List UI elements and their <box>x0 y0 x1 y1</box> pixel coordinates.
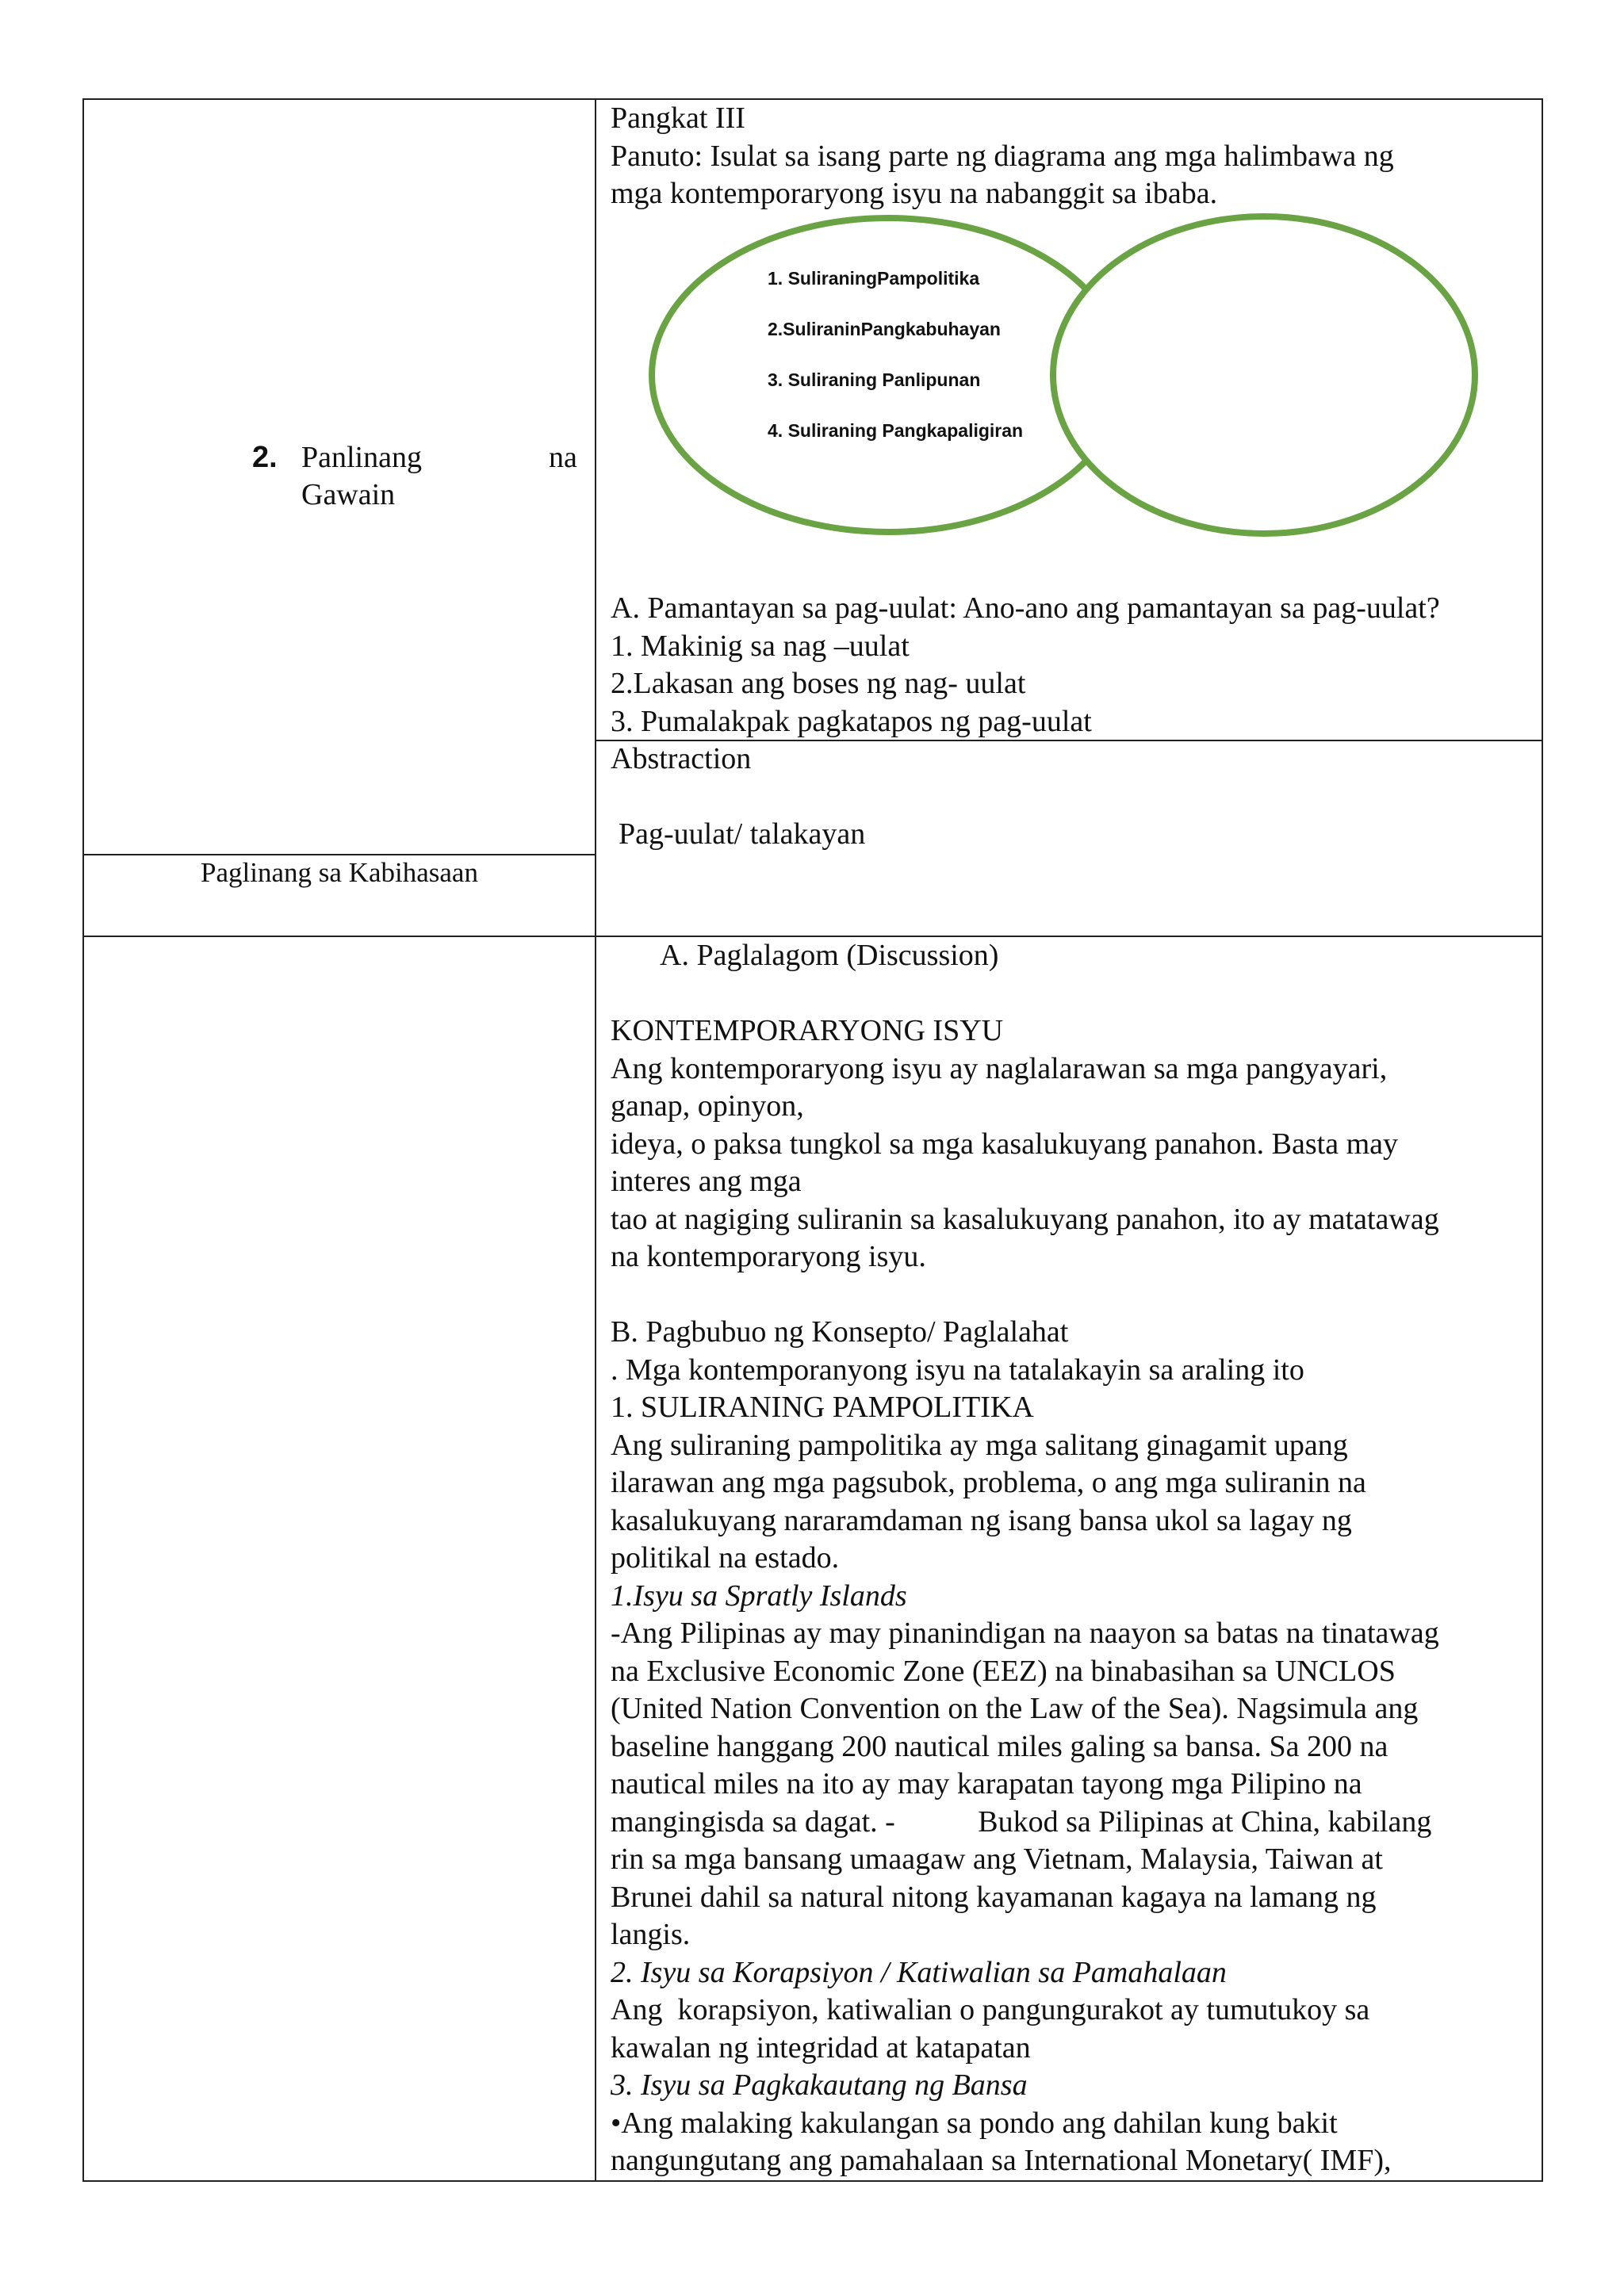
standard-item: 2.Lakasan ang boses ng nag- uulat <box>611 667 1026 700</box>
definition-line: tao at nagiging suliranin sa kasalukuyang panahon, ito ay matatawag <box>611 1202 1439 1236</box>
issue-1-line: mangingisda sa dagat. - Bukod sa Pilipinas at China, kabilang <box>611 1804 1432 1839</box>
spacer <box>611 975 1530 1013</box>
issue-1-line: na Exclusive Economic Zone (EEZ) na binabasihan sa UNCLOS <box>611 1654 1396 1688</box>
issue-1-line: Brunei dahil sa natural nitong kayamanan kagaya na lamang ng <box>611 1880 1377 1914</box>
issue-1-title: 1.Isyu sa Spratly Islands <box>611 1578 907 1613</box>
section-label-word-3: Gawain <box>301 478 396 511</box>
definition-line: ideya, o paksa tungkol sa mga kasalukuyang panahon. Basta may <box>611 1127 1399 1161</box>
abstraction-body: Pag-uulat/ talakayan <box>619 817 866 851</box>
table-border-left <box>82 98 84 2182</box>
standards-block <box>611 590 1530 740</box>
definition-line: ganap, opinyon, <box>611 1089 804 1123</box>
abstraction-cell <box>611 740 1530 854</box>
discussion-cell <box>611 937 1530 2180</box>
issue-2-line: Ang korapsiyon, katiwalian o pangungurakot ay tumutukoy sa <box>611 1993 1370 2026</box>
issue-1-line: rin sa mga bansang umaagaw ang Vietnam, Malaysia, Taiwan at <box>611 1843 1383 1876</box>
venn-item-1: 1. SuliraningPampolitika <box>768 268 980 289</box>
discussion-heading: A. Paglalagom (Discussion) <box>660 939 999 972</box>
section-b-intro: . Mga kontemporanyong isyu na tatalakayin sa araling ito <box>611 1353 1304 1387</box>
issue-1-line: -Ang Pilipinas ay may pinanindigan na naayon sa batas na tinatawag <box>611 1617 1439 1650</box>
table-border-bottom <box>82 2180 1543 2182</box>
standard-item: 1. Makinig sa nag –uulat <box>611 629 910 663</box>
discussion-topic: KONTEMPORARYONG ISYU <box>611 1014 1004 1047</box>
section-label-word-1: Panlinang <box>301 441 422 474</box>
standards-title: A. Pamantayan sa pag-uulat: Ano-ano ang pamantayan sa pag-uulat? <box>611 591 1440 625</box>
issue-1-line: nautical miles na ito ay may karapatan tayong mga Pilipino na <box>611 1767 1362 1800</box>
table-column-divider <box>595 98 596 2182</box>
definition-line: interes ang mga <box>611 1165 802 1198</box>
venn-item-4: 4. Suliraning Pangkapaligiran <box>768 420 1024 441</box>
venn-item-3: 3. Suliraning Panlipunan <box>768 369 981 390</box>
issue-1-line: langis. <box>611 1918 691 1951</box>
section-label-word-2: na <box>549 441 577 474</box>
left-sub-label: Paglinang sa Kabihasaan <box>201 857 478 888</box>
spacer <box>611 1276 1530 1314</box>
subsection-1-line: politikal na estado. <box>611 1541 840 1575</box>
issue-3-title: 3. Isyu sa Pagkakautang ng Bansa <box>611 2068 1028 2102</box>
issue-3-line: nangungutang ang pamahalaan sa International Monetary( IMF), <box>611 2144 1392 2177</box>
instruction-line-2: mga kontemporaryong isyu na nabanggit sa ibaba. <box>611 177 1218 210</box>
spacer <box>611 779 1530 817</box>
definition-line: na kontemporaryong isyu. <box>611 1240 926 1273</box>
issue-1-line: (United Nation Convention on the Law of the Sea). Nagsimula ang <box>611 1692 1419 1725</box>
issue-2-title: 2. Isyu sa Korapsiyon / Katiwalian sa Pamahalaan <box>611 1955 1227 1989</box>
issue-2-line: kawalan ng integridad at katapatan <box>611 2030 1031 2064</box>
subsection-1-line: kasalukuyang nararamdaman ng isang bansa ukol sa lagay ng <box>611 1503 1352 1537</box>
subsection-1-line: ilarawan ang mga pagsubok, problema, o ang mga suliranin na <box>611 1466 1366 1499</box>
section-number: 2. <box>252 441 278 474</box>
group-title: Pangkat III <box>611 101 745 135</box>
venn-item-2: 2.SuliraninPangkabuhayan <box>768 319 1001 339</box>
venn-diagram <box>626 190 1538 555</box>
section-b-heading: B. Pagbubuo ng Konsepto/ Paglalahat <box>611 1315 1069 1349</box>
subsection-1-line: Ang suliraning pampolitika ay mga salitang ginagamit upang <box>611 1428 1348 1462</box>
standard-item: 3. Pumalakpak pagkatapos ng pag-uulat <box>611 704 1092 738</box>
table-border-right <box>1542 98 1543 2182</box>
subsection-1-heading: 1. SULIRANING PAMPOLITIKA <box>611 1391 1034 1424</box>
definition-line: Ang kontemporaryong isyu ay naglalarawan sa mga pangyayari, <box>611 1051 1388 1085</box>
issue-3-line: •Ang malaking kakulangan sa pondo ang dahilan kung bakit <box>611 2106 1338 2140</box>
abstraction-title: Abstraction <box>611 742 752 775</box>
instruction-line-1: Panuto: Isulat sa isang parte ng diagrama ang mga halimbawa ng <box>611 139 1394 173</box>
venn-circle-right <box>1053 216 1475 534</box>
issue-1-line: baseline hanggang 200 nautical miles galing sa bansa. Sa 200 na <box>611 1729 1388 1763</box>
